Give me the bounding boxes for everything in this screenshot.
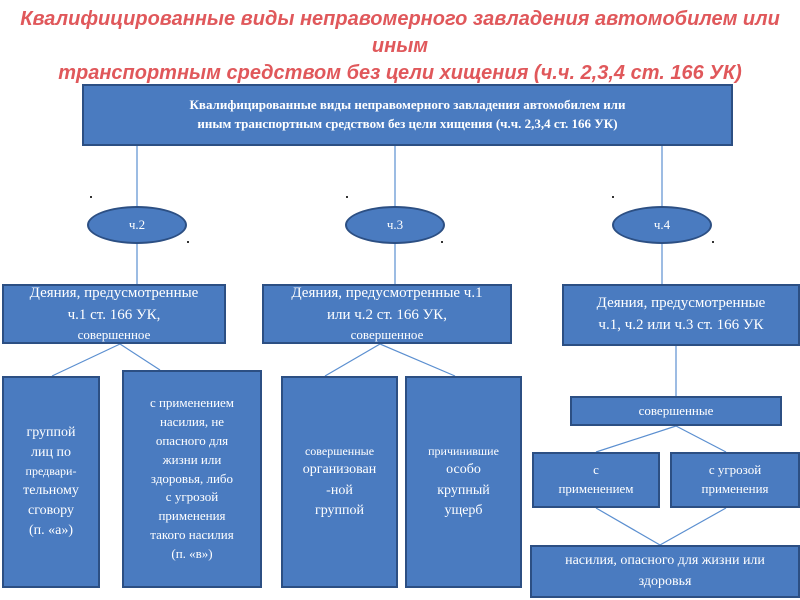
part-4-result-box: насилия, опасного для жизни или здоровья (530, 545, 800, 598)
dot-marker (612, 196, 614, 198)
part-3-organized-group-box: совершенные организован -ной группой (281, 376, 398, 588)
part-4-committed-box: совершенные (570, 396, 782, 426)
dot-marker (712, 241, 714, 243)
part-3-damage-box: причинившие особо крупный ущерб (405, 376, 522, 588)
part-2-description-box: Деяния, предусмотренные ч.1 ст. 166 УК, совершенное (2, 284, 226, 344)
dot-marker (187, 241, 189, 243)
part-4-threat-box: с угрозой применения (670, 452, 800, 508)
part-4-use-box: с применением (532, 452, 660, 508)
part-4-description-box: Деяния, предусмотренные ч.1, ч.2 или ч.3 ст. 166 УК (562, 284, 800, 346)
dot-marker (441, 241, 443, 243)
root-box: Квалифицированные виды неправомерного завладения автомобилем или иным транспортным средством без цели хищения (ч.ч. 2,3,4 ст. 166 УК) (82, 84, 733, 146)
part-2-violence-box: с применением насилия, не опасного для жизни или здоровья, либо с угрозой применения такого насилия (п. «в») (122, 370, 262, 588)
dot-marker (346, 196, 348, 198)
part-4-ellipse: ч.4 (612, 206, 712, 244)
part-2-group-box: группой лиц по предвари- тельному сговору (п. «а») (2, 376, 100, 588)
page-title: Квалифицированные виды неправомерного завладения автомобилем или иным транспортным средством без цели хищения (ч.ч. 2,3,4 ст. 166 УК) (20, 8, 780, 84)
dot-marker (90, 196, 92, 198)
part-3-ellipse: ч.3 (345, 206, 445, 244)
part-3-description-box: Деяния, предусмотренные ч.1 или ч.2 ст. 166 УК, совершенное (262, 284, 512, 344)
part-2-ellipse: ч.2 (87, 206, 187, 244)
